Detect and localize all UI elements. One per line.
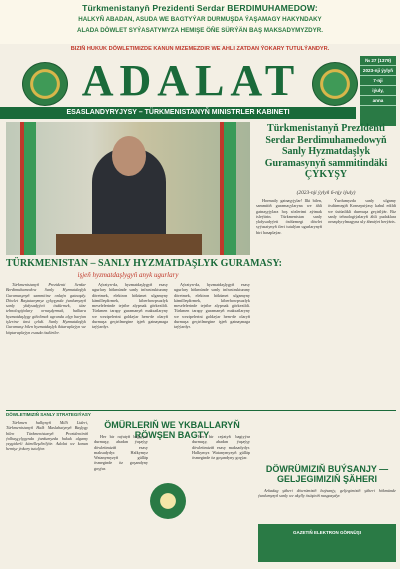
right-article-col1: Hormatly gatnaşyjylar! Ilki bilen, sammitiň guramaçylaryna we ähli gatnaşyjylara hoş sözlerimi aýtmak isleýärin. Türkmenistan sanly ykdysadyýeti ösdürmegi döwlet syýasatynyň ileri tutulýan ugurlarynyň biri hasaplaýar. [256, 198, 322, 235]
issue-weekday: anna [360, 96, 396, 106]
issue-year: 2023-nji ýylyň [360, 66, 396, 76]
person-head [112, 136, 146, 176]
top-banner [0, 0, 400, 44]
article-right-col: Aýratyn-da, hyzmatdaşlygyň esasy ugurlary hökmünde sanly infrastrukturany döretmek, elektron hökümet ulgamyny kämilleşdirmek, kiberhowpsuzlyk meselelerinde tejribe alyşmak görkezildi. Türkmen tarapy guramanyň maksatlaryny we wezipelerini goldaýar hem-de olaryň durmuşa geçirilmegine işjeň gatnaşmaga taýýardyr. [174, 282, 250, 330]
bottom-center-col1: Her bir raýatyň bagtyýar durmuşy, abadan ýaşaýşy döwletimiziň esasy maksadydyr. Halkymyz Watanymyzyň gülläp ösmeginde öz goşandyny goşýar. [94, 434, 148, 471]
anniversary-badge-icon [150, 483, 186, 519]
section-label: DÖWLETIMIZIŇ SANLY STRATEGIÝASY [6, 412, 91, 417]
founder-strip: ESASLANDYRYJYSY – TÜRKMENISTANYŇ MINISTRLER KABINETI [0, 107, 356, 119]
masthead [0, 56, 400, 106]
state-emblem-right-icon [312, 62, 358, 106]
desk [56, 234, 202, 255]
motto-line: BIZIŇ HUKUK DÖWLETIMIZDE KANUN MIZEMEZDIR WE AHLI ZATDAN ÝOKARY TUTULÝANDYR. [70, 46, 330, 52]
state-emblem-left-icon [22, 62, 68, 106]
newspaper-title: ADALAT [81, 56, 301, 105]
issue-day: 7-nji [360, 76, 396, 86]
right-article-date: (2023-nji ýylyň 6-njy iýuly) [296, 190, 356, 196]
right-article-col2: Ýurdumyzda sanly ulgamy ösdürmegiň Konsepsiýasy kabul edildi we üstünlikli durmuşa geçirilýär. Biz sanly tehnologiýalaryň ähli pudaklara ornaşdyrylmagyna uly ähmiýet berýäris. [328, 198, 396, 225]
article-center-col: Aýratyn-da, hyzmatdaşlygyň esasy ugurlary hökmünde sanly infrastrukturany döretmek, elektron hökümet ulgamyny kämilleşdirmek, kiberhowpsuzlyk meselelerinde tejribe alyşmak görkezildi. Türkmen tarapy guramanyň maksatlaryny we wezipelerini goldaýar hem-de olaryň durmuşa geçirilmegine işjeň gatnaşmaga taýýardyr. [92, 282, 168, 330]
president-photo [6, 122, 250, 255]
right-article-heading: Türkmenistanyň Prezidenti Serdar Berdimuhamedowyň Sanly Hyzmatdaşlyk Guramasynyň sammitindäki ÇYKYŞY [264, 123, 388, 180]
issue-month: iýuly, [360, 86, 396, 96]
issue-info [360, 56, 396, 126]
section-divider [6, 410, 396, 411]
bottom-center-col2: Her bir raýatyň bagtyýar durmuşy, abadan ýaşaýşy döwletimiziň esasy maksadydyr. Halkymyz Watanymyzyň gülläp ösmeginde öz goşandyny goşýar. [192, 434, 250, 461]
issue-number: № 27 (1379) [360, 56, 396, 66]
bottom-left-article: Türkmen halkynyň Milli Lideri, Türkmenistanyň Halk Maslahatynyň Başlygy bilen Türkmenistanyň Prezidentiniň ýolbaşçylygynda ýurdumyzda hukuk ulgamy yzygiderli kämilleşdirilýär. Adalat we kanun hemişe ýokary tutulýar. [6, 420, 88, 452]
banner-quote-line2: ALADA DÖWLET SYÝASATYMYZA HEMIŞE ÖŇE SÜRÝÄN BAŞ MAKSADYMYZDYR. [77, 27, 323, 34]
bottom-right-article: Arkadag şäheri döwrümiziň buýsanjy, geljegimiziň şäheri hökmünde ýurdumyzyň sanly we akylly ösüşiniň nusgasydyr. [258, 488, 396, 499]
bottom-center-headline: ÖMÜRLERIŇ WE YKBALLARYŇ RÖWŞEN BAGTY [104, 420, 240, 440]
photo-subheadline: işjeň hyzmatdaşlygyň anyk ugurlary [77, 271, 179, 279]
banner-quote-author: Türkmenistanyň Prezidenti Serdar BERDIMUHAMEDOW: [82, 3, 318, 13]
bottom-right-headline: DÖWRÜMIZIŇ BUÝSANJY — GELJEGIMIZIŇ ŞÄHERI [265, 464, 389, 484]
photo-headline: TÜRKMENISTAN – SANLY HYZMATDAŞLYK GURAMASY: [6, 258, 282, 269]
banner-quote-line1: HALKYŇ ABADAN, ASUDA WE BAGTYÝAR DURMUŞDA ÝAŞAMAGY HAKYNDAKY [78, 16, 322, 23]
article-left-col: Türkmenistanyň Prezidenti Serdar Berdimuhamedow Sanly Hyzmatdaşlyk Guramasynyň sammitine onlaýn gatnaşdy. Döwlet Baştutanymyz çykyşynda ýurdumyzyň sanly ykdysadyýeti ösdürmek, täze tehnologiýalary ornaşdyrmak, halkara hyzmatdaşlygy giňeltmek ugrunda alyp barýan işlerine ünsi çekdi. Sanly Hyzmatdaşlyk Guramasy bilen hyzmatdaşlyk ikitaraplaýyn we köptaraplaýyn esasda ösdüriler. [6, 282, 86, 335]
electronic-edition-ad: GAZETIŇ ELEKTRON GÖRNÜŞI [258, 524, 396, 562]
